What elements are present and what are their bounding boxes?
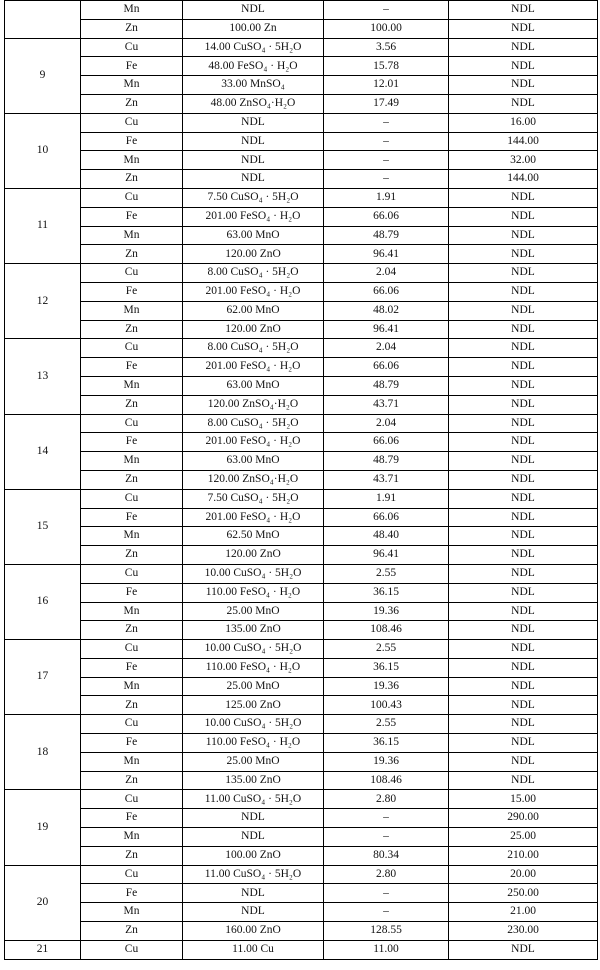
- source-cell: 100.00 ZnO: [183, 846, 324, 865]
- amount-cell: 11.00: [324, 940, 449, 959]
- value-cell: NDL: [449, 771, 598, 790]
- element-cell: Zn: [81, 771, 183, 790]
- element-cell: Mn: [81, 1, 183, 20]
- value-cell: 230.00: [449, 922, 598, 941]
- value-cell: NDL: [449, 38, 598, 57]
- table-row: [5, 414, 598, 433]
- element-cell: Zn: [81, 470, 183, 489]
- source-cell: 8.00 CuSO₄ · 5H₂O: [183, 339, 324, 358]
- element-cell: Zn: [81, 320, 183, 339]
- value-cell: NDL: [449, 527, 598, 546]
- element-cell: Cu: [81, 113, 183, 132]
- source-cell: 110.00 FeSO₄ · H₂O: [183, 583, 324, 602]
- source-cell: 63.00 MnO: [183, 452, 324, 471]
- source-cell: 135.00 ZnO: [183, 771, 324, 790]
- value-cell: NDL: [449, 621, 598, 640]
- data-table: [4, 0, 598, 960]
- value-cell: NDL: [449, 207, 598, 226]
- element-cell: Mn: [81, 76, 183, 95]
- amount-cell: 2.80: [324, 865, 449, 884]
- amount-cell: 36.15: [324, 583, 449, 602]
- source-cell: 10.00 CuSO₄ · 5H₂O: [183, 564, 324, 583]
- table-row: [5, 602, 598, 621]
- table-row: [5, 564, 598, 583]
- table-row: [5, 132, 598, 151]
- table-row: [5, 752, 598, 771]
- source-cell: 48.00 ZnSO₄·H₂O: [183, 94, 324, 113]
- source-cell: 62.50 MnO: [183, 527, 324, 546]
- value-cell: 250.00: [449, 884, 598, 903]
- table-row: [5, 94, 598, 113]
- table-row: [5, 301, 598, 320]
- element-cell: Mn: [81, 527, 183, 546]
- value-cell: NDL: [449, 752, 598, 771]
- element-cell: Mn: [81, 151, 183, 170]
- element-cell: Zn: [81, 922, 183, 941]
- element-cell: Fe: [81, 282, 183, 301]
- source-cell: 10.00 CuSO₄ · 5H₂O: [183, 640, 324, 659]
- amount-cell: 66.06: [324, 433, 449, 452]
- value-cell: 16.00: [449, 113, 598, 132]
- value-cell: 290.00: [449, 809, 598, 828]
- value-cell: NDL: [449, 602, 598, 621]
- group-id-cell: 10: [5, 113, 81, 188]
- amount-cell: 2.55: [324, 715, 449, 734]
- source-cell: NDL: [183, 170, 324, 189]
- value-cell: NDL: [449, 640, 598, 659]
- element-cell: Zn: [81, 846, 183, 865]
- amount-cell: 36.15: [324, 734, 449, 753]
- amount-cell: –: [324, 1, 449, 20]
- table-row: [5, 828, 598, 847]
- element-cell: Cu: [81, 640, 183, 659]
- table-body: [5, 1, 598, 960]
- table-row: [5, 76, 598, 95]
- table-row: [5, 940, 598, 959]
- amount-cell: 48.79: [324, 452, 449, 471]
- group-id-cell: 18: [5, 715, 81, 790]
- table-row: [5, 771, 598, 790]
- element-cell: Fe: [81, 57, 183, 76]
- table-row: [5, 19, 598, 38]
- amount-cell: 2.04: [324, 339, 449, 358]
- table-row: [5, 207, 598, 226]
- value-cell: NDL: [449, 677, 598, 696]
- group-id-cell: 20: [5, 865, 81, 940]
- value-cell: NDL: [449, 508, 598, 527]
- element-cell: Cu: [81, 414, 183, 433]
- amount-cell: 2.04: [324, 264, 449, 283]
- table-row: [5, 151, 598, 170]
- element-cell: Fe: [81, 132, 183, 151]
- source-cell: 100.00 Zn: [183, 19, 324, 38]
- group-id-cell: 16: [5, 564, 81, 639]
- table-row: [5, 395, 598, 414]
- element-cell: Zn: [81, 94, 183, 113]
- group-id-cell: 11: [5, 188, 81, 263]
- source-cell: 48.00 FeSO₄ · H₂O: [183, 57, 324, 76]
- table-row: [5, 621, 598, 640]
- amount-cell: 15.78: [324, 57, 449, 76]
- group-id-cell: 12: [5, 264, 81, 339]
- element-cell: Cu: [81, 564, 183, 583]
- value-cell: NDL: [449, 19, 598, 38]
- element-cell: Cu: [81, 940, 183, 959]
- table-row: [5, 790, 598, 809]
- table-row: [5, 226, 598, 245]
- amount-cell: 108.46: [324, 621, 449, 640]
- element-cell: Mn: [81, 301, 183, 320]
- group-id-cell: 13: [5, 339, 81, 414]
- element-cell: Zn: [81, 395, 183, 414]
- value-cell: 32.00: [449, 151, 598, 170]
- table-row: [5, 715, 598, 734]
- source-cell: 25.00 MnO: [183, 752, 324, 771]
- element-cell: Fe: [81, 583, 183, 602]
- element-cell: Mn: [81, 828, 183, 847]
- table-row: [5, 846, 598, 865]
- group-id-cell: 9: [5, 38, 81, 113]
- amount-cell: 66.06: [324, 207, 449, 226]
- table-row: [5, 339, 598, 358]
- amount-cell: 48.79: [324, 376, 449, 395]
- amount-cell: 100.43: [324, 696, 449, 715]
- element-cell: Mn: [81, 376, 183, 395]
- source-cell: 25.00 MnO: [183, 602, 324, 621]
- value-cell: NDL: [449, 245, 598, 264]
- source-cell: 62.00 MnO: [183, 301, 324, 320]
- value-cell: NDL: [449, 734, 598, 753]
- amount-cell: 19.36: [324, 602, 449, 621]
- table-row: [5, 320, 598, 339]
- source-cell: NDL: [183, 113, 324, 132]
- element-cell: Zn: [81, 245, 183, 264]
- table-row: [5, 358, 598, 377]
- table-row: [5, 433, 598, 452]
- value-cell: NDL: [449, 376, 598, 395]
- value-cell: NDL: [449, 339, 598, 358]
- amount-cell: 96.41: [324, 320, 449, 339]
- value-cell: NDL: [449, 188, 598, 207]
- element-cell: Cu: [81, 790, 183, 809]
- source-cell: NDL: [183, 132, 324, 151]
- element-cell: Mn: [81, 677, 183, 696]
- source-cell: 160.00 ZnO: [183, 922, 324, 941]
- value-cell: NDL: [449, 564, 598, 583]
- table-row: [5, 470, 598, 489]
- element-cell: Fe: [81, 734, 183, 753]
- source-cell: NDL: [183, 884, 324, 903]
- source-cell: 11.00 Cu: [183, 940, 324, 959]
- amount-cell: 66.06: [324, 508, 449, 527]
- value-cell: NDL: [449, 301, 598, 320]
- element-cell: Mn: [81, 226, 183, 245]
- table-row: [5, 546, 598, 565]
- amount-cell: –: [324, 170, 449, 189]
- amount-cell: –: [324, 884, 449, 903]
- amount-cell: 12.01: [324, 76, 449, 95]
- element-cell: Fe: [81, 658, 183, 677]
- amount-cell: 48.02: [324, 301, 449, 320]
- element-cell: Zn: [81, 19, 183, 38]
- table-row: [5, 38, 598, 57]
- source-cell: 201.00 FeSO₄ · H₂O: [183, 508, 324, 527]
- amount-cell: 100.00: [324, 19, 449, 38]
- element-cell: Fe: [81, 884, 183, 903]
- table-row: [5, 489, 598, 508]
- source-cell: 7.50 CuSO₄ · 5H₂O: [183, 188, 324, 207]
- table-row: [5, 245, 598, 264]
- source-cell: 125.00 ZnO: [183, 696, 324, 715]
- value-cell: NDL: [449, 470, 598, 489]
- value-cell: 144.00: [449, 170, 598, 189]
- source-cell: 25.00 MnO: [183, 677, 324, 696]
- source-cell: NDL: [183, 903, 324, 922]
- element-cell: Zn: [81, 696, 183, 715]
- amount-cell: 19.36: [324, 752, 449, 771]
- element-cell: Cu: [81, 264, 183, 283]
- table-row: [5, 113, 598, 132]
- element-cell: Cu: [81, 188, 183, 207]
- amount-cell: –: [324, 903, 449, 922]
- source-cell: 120.00 ZnSO₄·H₂O: [183, 395, 324, 414]
- amount-cell: 96.41: [324, 245, 449, 264]
- value-cell: 21.00: [449, 903, 598, 922]
- value-cell: NDL: [449, 452, 598, 471]
- source-cell: 201.00 FeSO₄ · H₂O: [183, 358, 324, 377]
- amount-cell: 48.79: [324, 226, 449, 245]
- value-cell: NDL: [449, 282, 598, 301]
- table-row: [5, 583, 598, 602]
- value-cell: 210.00: [449, 846, 598, 865]
- element-cell: Zn: [81, 546, 183, 565]
- amount-cell: 66.06: [324, 358, 449, 377]
- table-row: [5, 677, 598, 696]
- element-cell: Zn: [81, 170, 183, 189]
- source-cell: 110.00 FeSO₄ · H₂O: [183, 658, 324, 677]
- table-row: [5, 188, 598, 207]
- table-row: [5, 903, 598, 922]
- source-cell: 120.00 ZnO: [183, 546, 324, 565]
- table-row: [5, 282, 598, 301]
- value-cell: 25.00: [449, 828, 598, 847]
- value-cell: NDL: [449, 546, 598, 565]
- group-id-cell: [5, 1, 81, 39]
- table-row: [5, 809, 598, 828]
- amount-cell: –: [324, 809, 449, 828]
- element-cell: Mn: [81, 602, 183, 621]
- group-id-cell: 15: [5, 489, 81, 564]
- element-cell: Fe: [81, 207, 183, 226]
- source-cell: 33.00 MnSO₄: [183, 76, 324, 95]
- value-cell: NDL: [449, 1, 598, 20]
- amount-cell: 2.55: [324, 640, 449, 659]
- source-cell: NDL: [183, 809, 324, 828]
- amount-cell: 96.41: [324, 546, 449, 565]
- value-cell: 15.00: [449, 790, 598, 809]
- amount-cell: 19.36: [324, 677, 449, 696]
- source-cell: 201.00 FeSO₄ · H₂O: [183, 282, 324, 301]
- value-cell: 144.00: [449, 132, 598, 151]
- amount-cell: 1.91: [324, 489, 449, 508]
- amount-cell: 2.80: [324, 790, 449, 809]
- element-cell: Fe: [81, 809, 183, 828]
- table-row: [5, 696, 598, 715]
- amount-cell: –: [324, 132, 449, 151]
- element-cell: Fe: [81, 358, 183, 377]
- value-cell: 20.00: [449, 865, 598, 884]
- source-cell: 8.00 CuSO₄ · 5H₂O: [183, 264, 324, 283]
- table-row: [5, 376, 598, 395]
- group-id-cell: 21: [5, 940, 81, 959]
- value-cell: NDL: [449, 414, 598, 433]
- amount-cell: –: [324, 113, 449, 132]
- amount-cell: 2.04: [324, 414, 449, 433]
- element-cell: Fe: [81, 508, 183, 527]
- source-cell: 120.00 ZnO: [183, 320, 324, 339]
- amount-cell: 2.55: [324, 564, 449, 583]
- value-cell: NDL: [449, 94, 598, 113]
- group-id-cell: 17: [5, 640, 81, 715]
- table-row: [5, 1, 598, 20]
- value-cell: NDL: [449, 940, 598, 959]
- table-row: [5, 922, 598, 941]
- amount-cell: 128.55: [324, 922, 449, 941]
- element-cell: Mn: [81, 752, 183, 771]
- amount-cell: 1.91: [324, 188, 449, 207]
- value-cell: NDL: [449, 489, 598, 508]
- element-cell: Cu: [81, 715, 183, 734]
- amount-cell: 43.71: [324, 470, 449, 489]
- table-row: [5, 865, 598, 884]
- value-cell: NDL: [449, 264, 598, 283]
- amount-cell: 80.34: [324, 846, 449, 865]
- source-cell: NDL: [183, 1, 324, 20]
- source-cell: 63.00 MnO: [183, 376, 324, 395]
- source-cell: 10.00 CuSO₄ · 5H₂O: [183, 715, 324, 734]
- group-id-cell: 19: [5, 790, 81, 865]
- table-row: [5, 170, 598, 189]
- element-cell: Fe: [81, 433, 183, 452]
- source-cell: 120.00 ZnSO₄·H₂O: [183, 470, 324, 489]
- element-cell: Cu: [81, 38, 183, 57]
- value-cell: NDL: [449, 583, 598, 602]
- amount-cell: 17.49: [324, 94, 449, 113]
- source-cell: 8.00 CuSO₄ · 5H₂O: [183, 414, 324, 433]
- amount-cell: 43.71: [324, 395, 449, 414]
- table-row: [5, 658, 598, 677]
- value-cell: NDL: [449, 395, 598, 414]
- value-cell: NDL: [449, 320, 598, 339]
- source-cell: 11.00 CuSO₄ · 5H₂O: [183, 790, 324, 809]
- source-cell: 11.00 CuSO₄ · 5H₂O: [183, 865, 324, 884]
- value-cell: NDL: [449, 358, 598, 377]
- amount-cell: 108.46: [324, 771, 449, 790]
- group-id-cell: 14: [5, 414, 81, 489]
- table-row: [5, 640, 598, 659]
- value-cell: NDL: [449, 76, 598, 95]
- table-row: [5, 527, 598, 546]
- table-row: [5, 57, 598, 76]
- source-cell: 201.00 FeSO₄ · H₂O: [183, 433, 324, 452]
- element-cell: Mn: [81, 903, 183, 922]
- value-cell: NDL: [449, 696, 598, 715]
- table-row: [5, 884, 598, 903]
- value-cell: NDL: [449, 57, 598, 76]
- value-cell: NDL: [449, 433, 598, 452]
- source-cell: NDL: [183, 828, 324, 847]
- amount-cell: 36.15: [324, 658, 449, 677]
- element-cell: Cu: [81, 865, 183, 884]
- amount-cell: –: [324, 828, 449, 847]
- value-cell: NDL: [449, 658, 598, 677]
- source-cell: NDL: [183, 151, 324, 170]
- amount-cell: 48.40: [324, 527, 449, 546]
- table-row: [5, 264, 598, 283]
- source-cell: 120.00 ZnO: [183, 245, 324, 264]
- value-cell: NDL: [449, 226, 598, 245]
- source-cell: 14.00 CuSO₄ · 5H₂O: [183, 38, 324, 57]
- source-cell: 7.50 CuSO₄ · 5H₂O: [183, 489, 324, 508]
- value-cell: NDL: [449, 715, 598, 734]
- amount-cell: 66.06: [324, 282, 449, 301]
- element-cell: Cu: [81, 339, 183, 358]
- table-row: [5, 734, 598, 753]
- source-cell: 110.00 FeSO₄ · H₂O: [183, 734, 324, 753]
- source-cell: 201.00 FeSO₄ · H₂O: [183, 207, 324, 226]
- table-row: [5, 508, 598, 527]
- amount-cell: 3.56: [324, 38, 449, 57]
- source-cell: 135.00 ZnO: [183, 621, 324, 640]
- element-cell: Zn: [81, 621, 183, 640]
- amount-cell: –: [324, 151, 449, 170]
- element-cell: Cu: [81, 489, 183, 508]
- table-row: [5, 452, 598, 471]
- element-cell: Mn: [81, 452, 183, 471]
- source-cell: 63.00 MnO: [183, 226, 324, 245]
